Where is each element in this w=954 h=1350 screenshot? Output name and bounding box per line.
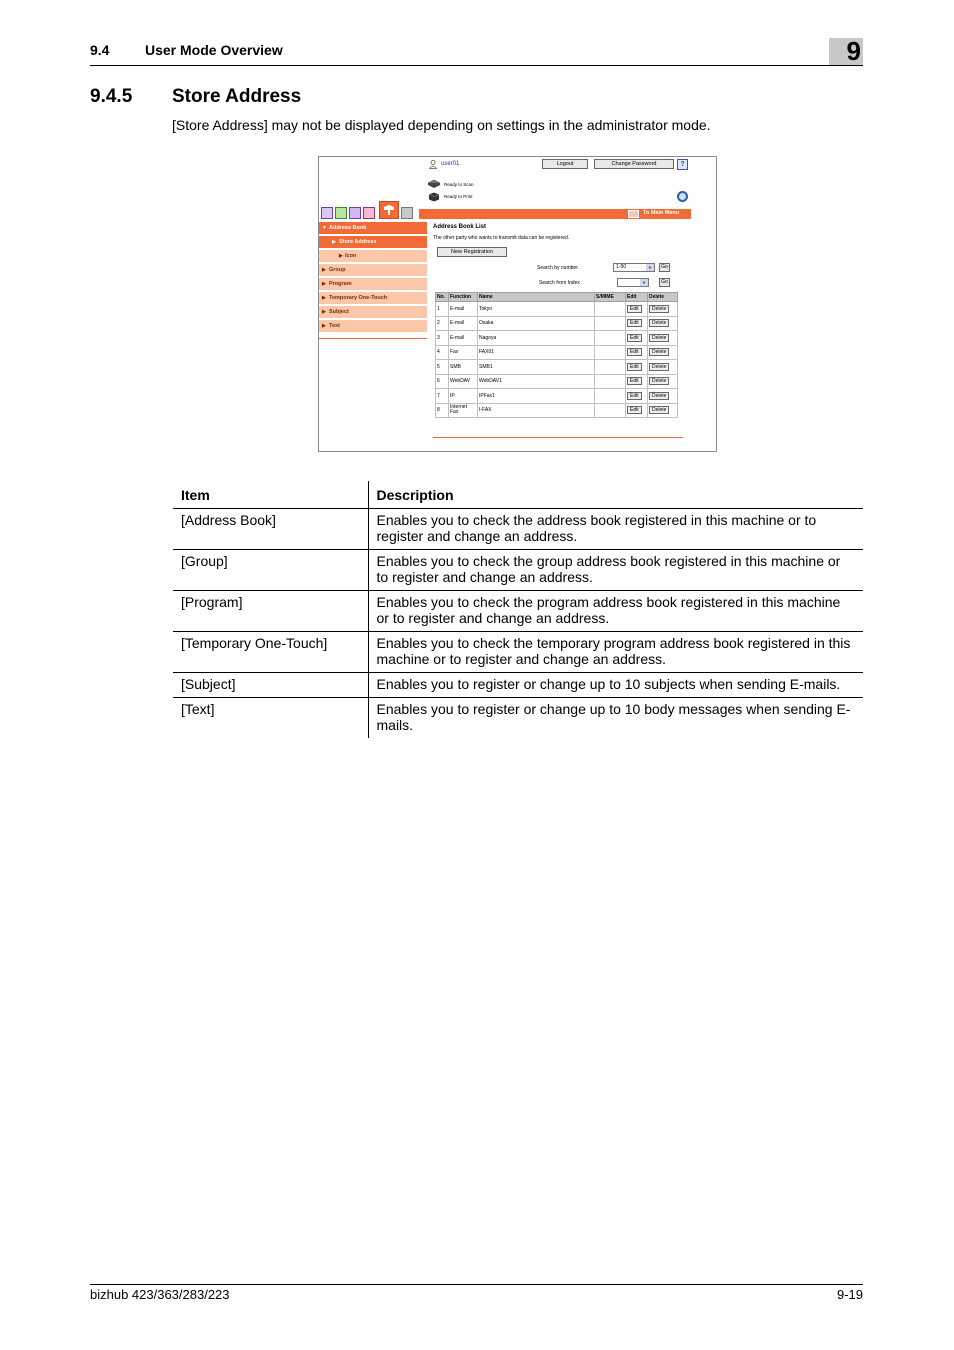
row-item: [Text] (173, 698, 368, 739)
col-name: Name (478, 293, 595, 302)
nav-bottom-rule (319, 338, 427, 339)
caret-right-icon: ▶ (339, 253, 343, 259)
table-row (436, 360, 678, 375)
user-name-link[interactable]: user01 (441, 161, 460, 167)
row-name: WebDAV1 (478, 374, 595, 389)
row-function: E-mail (449, 316, 478, 331)
row-function: Fax (449, 345, 478, 360)
table-header-row (173, 481, 863, 509)
search-number-select[interactable] (613, 263, 655, 272)
search-number-go-button[interactable]: Go (659, 263, 670, 272)
table-row (436, 345, 678, 360)
delete-button[interactable]: Delete (649, 334, 669, 342)
nav-label: Group (329, 267, 346, 273)
edit-button[interactable]: Edit (627, 305, 642, 313)
row-name: IPFax1 (478, 389, 595, 404)
table-row (173, 591, 863, 632)
row-function: E-mail (449, 302, 478, 317)
row-name: Osaka (478, 316, 595, 331)
nav-label: Address Book (329, 225, 367, 231)
col-edit: Edit (626, 293, 648, 302)
row-item: [Subject] (173, 673, 368, 698)
row-function: E-mail (449, 331, 478, 346)
search-number-value: 1-50 (616, 264, 627, 270)
user-icon (429, 160, 437, 169)
delete-button[interactable]: Delete (649, 377, 669, 385)
row-smime (595, 316, 626, 331)
table-row (436, 316, 678, 331)
row-item: [Group] (173, 550, 368, 591)
edit-button[interactable]: Edit (627, 406, 642, 414)
chevron-down-icon: ▼ (640, 279, 648, 286)
table-row (436, 302, 678, 317)
nav-label: Store Address (339, 239, 377, 245)
col-function: Function (449, 293, 478, 302)
row-name: Nagoya (478, 331, 595, 346)
col-delete: Delete (648, 293, 678, 302)
row-no: 3 (436, 331, 449, 346)
edit-button[interactable]: Edit (627, 348, 642, 356)
row-smime (595, 374, 626, 389)
delete-button[interactable]: Delete (649, 406, 669, 414)
tab-icon-document[interactable] (335, 207, 347, 219)
table-row (436, 389, 678, 404)
table-header-row (436, 293, 678, 302)
row-name: FAX01 (478, 345, 595, 360)
store-address-tab-icon (383, 204, 395, 216)
caret-right-icon: ▶ (322, 323, 326, 329)
nav-store-address[interactable] (319, 236, 427, 249)
change-password-button[interactable]: Change Password (594, 159, 674, 169)
row-description: Enables you to check the group address book registered in this machine or to register and change an address. (368, 550, 863, 591)
new-registration-button[interactable]: New Registration (437, 247, 507, 257)
address-book-list-description: The other party who wants to transmit data can be registered. (433, 235, 570, 241)
chevron-down-icon: ▼ (646, 264, 654, 271)
item-description-table (173, 481, 863, 738)
row-smime (595, 403, 626, 418)
table-row (436, 331, 678, 346)
row-description: Enables you to check the address book registered in this machine or to register and change an address. (368, 509, 863, 550)
tab-icon-settings[interactable] (401, 207, 413, 219)
nav-label: Icon (345, 253, 357, 259)
header-rule (90, 65, 863, 66)
row-smime (595, 345, 626, 360)
printer-icon (427, 191, 441, 202)
table-row (173, 509, 863, 550)
caret-right-icon: ▶ (322, 267, 326, 273)
row-description: Enables you to check the program address book registered in this machine or to register and change an address. (368, 591, 863, 632)
row-smime (595, 331, 626, 346)
nav-temporary-one-touch[interactable] (319, 292, 427, 305)
edit-button[interactable]: Edit (627, 377, 642, 385)
row-no: 8 (436, 403, 449, 418)
header-section-title: User Mode Overview (145, 42, 283, 58)
row-function: IP (449, 389, 478, 404)
table-row (173, 698, 863, 739)
caret-right-icon: ▶ (332, 239, 336, 245)
section-title: Store Address (172, 86, 302, 107)
to-main-menu-link[interactable]: To Main Menu (643, 210, 680, 216)
tab-icon-copy[interactable] (349, 207, 361, 219)
delete-button[interactable]: Delete (649, 319, 669, 327)
caret-right-icon: ▶ (322, 295, 326, 301)
table-row (173, 673, 863, 698)
delete-button[interactable]: Delete (649, 348, 669, 356)
footer-rule (90, 1284, 863, 1285)
nav-address-book[interactable] (319, 222, 427, 235)
edit-button[interactable]: Edit (627, 392, 642, 400)
edit-button[interactable]: Edit (627, 363, 642, 371)
store-address-screenshot (318, 156, 717, 452)
caret-down-icon: ▼ (322, 225, 327, 231)
row-smime (595, 302, 626, 317)
content-bottom-rule (433, 437, 683, 438)
row-function: Internet Fax (449, 403, 478, 418)
row-no: 2 (436, 316, 449, 331)
search-index-go-button[interactable]: Go (659, 278, 670, 287)
section-number: 9.4.5 (90, 86, 133, 107)
row-name: I-FAX (478, 403, 595, 418)
row-smime (595, 360, 626, 375)
scanner-icon (427, 179, 441, 189)
row-name: Tokyo (478, 302, 595, 317)
section-intro: [Store Address] may not be displayed depending on settings in the administrator mode. (172, 117, 711, 133)
nav-subject[interactable] (319, 306, 427, 319)
row-no: 4 (436, 345, 449, 360)
nav-group[interactable] (319, 264, 427, 277)
search-from-index-label: Search from Index (539, 280, 580, 286)
row-function: SMB (449, 360, 478, 375)
edit-button[interactable]: Edit (627, 319, 642, 327)
table-row (436, 374, 678, 389)
footer-product: bizhub 423/363/283/223 (90, 1287, 230, 1302)
delete-button[interactable]: Delete (649, 392, 669, 400)
table-row (436, 403, 678, 418)
row-description: Enables you to register or change up to 10 subjects when sending E-mails. (368, 673, 863, 698)
caret-right-icon: ▶ (322, 309, 326, 315)
row-description: Enables you to check the temporary program address book registered in this machine or to register and change an address. (368, 632, 863, 673)
address-book-table (435, 292, 678, 418)
tab-icon-job[interactable] (321, 207, 333, 219)
tab-icon-print[interactable] (363, 207, 375, 219)
row-item: [Temporary One-Touch] (173, 632, 368, 673)
nav-label: Temporary One-Touch (329, 295, 388, 301)
row-no: 5 (436, 360, 449, 375)
address-book-list-title: Address Book List (433, 224, 487, 230)
delete-button[interactable]: Delete (649, 363, 669, 371)
caret-right-icon: ▶ (322, 281, 326, 287)
logout-button[interactable]: Logout (542, 159, 588, 169)
search-index-select[interactable] (617, 278, 649, 287)
status-print: Ready to Print (444, 194, 473, 199)
main-menu-icon (628, 210, 639, 218)
nav-label: Program (329, 281, 352, 287)
row-no: 1 (436, 302, 449, 317)
nav-text[interactable] (319, 320, 427, 333)
col-no: No. (436, 293, 449, 302)
row-description: Enables you to register or change up to 10 body messages when sending E-mails. (376, 701, 851, 733)
help-icon[interactable]: ? (677, 159, 688, 170)
chapter-number: 9 (846, 36, 861, 66)
table-row (173, 550, 863, 591)
nav-icon[interactable] (319, 250, 427, 263)
row-smime (595, 389, 626, 404)
search-by-number-label: Search by number. (537, 265, 579, 271)
nav-label: Subject (329, 309, 349, 315)
table-row (173, 632, 863, 673)
col-smime: S/MIME (595, 293, 626, 302)
nav-program[interactable] (319, 278, 427, 291)
header-section-number: 9.4 (90, 42, 110, 58)
row-item: [Program] (173, 591, 368, 632)
row-no: 7 (436, 389, 449, 404)
row-item: [Address Book] (173, 509, 368, 550)
row-name: SMB1 (478, 360, 595, 375)
row-no: 6 (436, 374, 449, 389)
status-scan: Ready to Scan (444, 182, 474, 187)
footer-page-number: 9-19 (836, 1287, 863, 1302)
nav-label: Text (329, 323, 340, 329)
delete-button[interactable]: Delete (649, 305, 669, 313)
edit-button[interactable]: Edit (627, 334, 642, 342)
header-item: Item (173, 481, 368, 509)
refresh-icon[interactable] (677, 191, 688, 202)
header-description: Description (368, 481, 863, 509)
row-function: WebDAV (449, 374, 478, 389)
